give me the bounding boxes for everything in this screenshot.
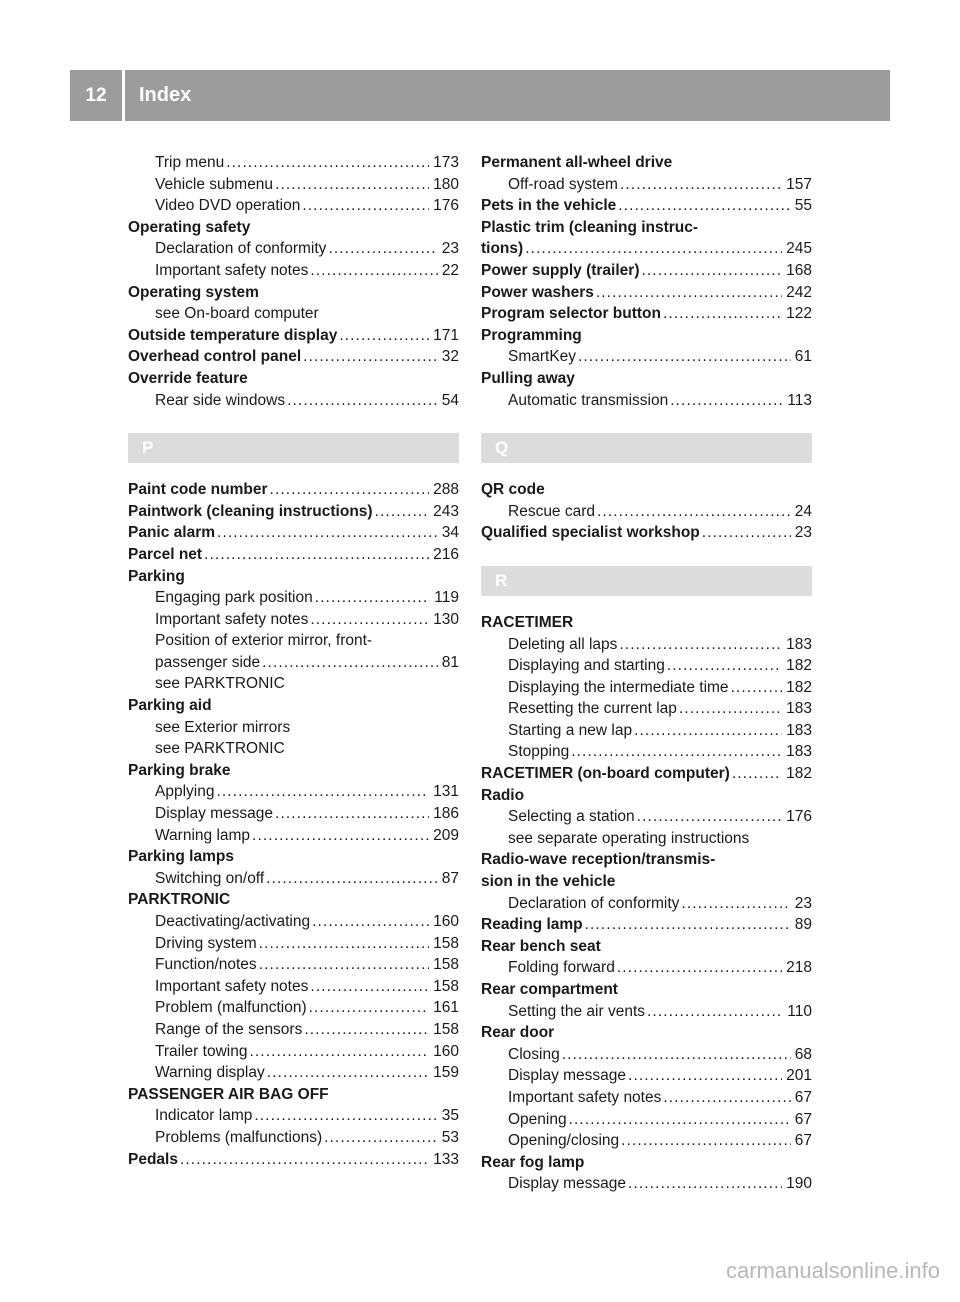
dot-leader	[302, 1019, 429, 1041]
entry-page-number: 110	[787, 1002, 812, 1020]
entry-label: see Exterior mirrors	[155, 718, 291, 736]
entry-label: Declaration of conformity	[155, 240, 327, 258]
entry-label: sion in the vehicle	[481, 873, 616, 891]
entry-page-number: 176	[786, 808, 812, 826]
index-entry	[128, 501, 459, 523]
entry-label: Paintwork (cleaning instructions)	[128, 502, 373, 520]
index-subentry	[128, 587, 459, 609]
entry-page-number: 157	[786, 175, 812, 193]
entry-label: Pedals	[128, 1150, 178, 1168]
index-subentry	[128, 238, 459, 260]
entry-label: Parcel net	[128, 545, 203, 563]
entry-page-number: 168	[786, 261, 812, 279]
index-entry	[481, 1022, 812, 1044]
dot-leader	[632, 720, 782, 742]
entry-label: Problem (malfunction)	[155, 999, 307, 1017]
index-subentry	[128, 1041, 459, 1063]
entry-label: Plastic trim (cleaning instruc-	[481, 218, 699, 236]
index-subentry	[481, 1044, 812, 1066]
entry-label: Operating system	[128, 283, 259, 301]
entry-page-number: 182	[786, 765, 812, 783]
entry-label: Overhead control panel	[128, 348, 302, 366]
entry-page-number: 54	[441, 391, 459, 409]
entry-label: Paint code number	[128, 481, 268, 499]
dot-leader	[594, 282, 782, 304]
entry-page-number: 183	[786, 743, 812, 761]
entry-page-number: 67	[794, 1132, 812, 1150]
entry-label: Displaying and starting	[508, 657, 665, 675]
entry-label: Deleting all laps	[508, 635, 618, 653]
index-subentry	[128, 825, 459, 847]
index-subentry	[128, 781, 459, 803]
index-entry	[128, 889, 459, 911]
index-subentry	[481, 1001, 812, 1023]
entry-page-number: 23	[794, 524, 812, 542]
entry-label: Stopping	[508, 743, 570, 761]
index-subentry	[481, 501, 812, 523]
watermark: carmanualsonline.info	[725, 1258, 940, 1283]
entry-label: Display message	[508, 1175, 627, 1193]
entry-page-number: 32	[441, 348, 459, 366]
index-subentry	[481, 1087, 812, 1109]
dot-leader	[523, 238, 782, 260]
dot-leader	[313, 587, 431, 609]
entry-page-number: 161	[433, 999, 459, 1017]
index-entry	[128, 368, 459, 390]
entry-label: Closing	[508, 1045, 560, 1063]
entry-page-number: 209	[433, 826, 459, 844]
index-entry	[481, 979, 812, 1001]
index-entry	[481, 785, 812, 807]
entry-page-number: 216	[433, 545, 459, 563]
index-subentry	[128, 260, 459, 282]
index-subentry	[128, 303, 459, 325]
index-entry	[128, 566, 459, 588]
entry-label: Rear bench seat	[481, 937, 601, 955]
page-header	[70, 70, 890, 121]
entry-label: Warning display	[155, 1064, 265, 1082]
index-entry	[128, 479, 459, 501]
entry-label: Displaying the intermediate time	[508, 678, 729, 696]
entry-label: Pets in the vehicle	[481, 197, 617, 215]
entry-page-number: 113	[787, 391, 812, 409]
entry-label: QR code	[481, 481, 545, 499]
dot-leader	[373, 501, 430, 523]
dot-leader	[307, 997, 430, 1019]
dot-leader	[677, 698, 782, 720]
dot-leader	[224, 152, 429, 174]
entry-page-number: 182	[786, 678, 812, 696]
dot-leader	[268, 479, 430, 501]
index-subentry	[128, 1062, 459, 1084]
entry-label: Selecting a station	[508, 808, 635, 826]
dot-leader	[257, 933, 429, 955]
entry-label: Rear side windows	[155, 391, 286, 409]
entry-page-number: 68	[794, 1045, 812, 1063]
entry-page-number: 23	[794, 894, 812, 912]
entry-label: Qualified specialist workshop	[481, 524, 700, 542]
index-entry	[481, 1152, 812, 1174]
entry-page-number: 160	[433, 913, 459, 930]
entry-label: Applying	[155, 783, 215, 801]
dot-leader	[308, 976, 429, 998]
index-subentry	[481, 634, 812, 656]
index-entry	[481, 195, 812, 217]
entry-page-number: 34	[441, 524, 459, 542]
entry-label: Power supply (trailer)	[481, 261, 640, 279]
entry-label: RACETIMER	[481, 613, 574, 631]
entry-page-number: 159	[433, 1064, 459, 1082]
index-subentry	[128, 652, 459, 674]
entry-label: Setting the air vents	[508, 1002, 645, 1020]
index-subentry	[128, 803, 459, 825]
entry-label: tions)	[481, 240, 524, 258]
dot-leader	[322, 1127, 438, 1149]
index-subentry	[128, 195, 459, 217]
entry-label: passenger side	[155, 653, 261, 671]
entry-page-number: 186	[433, 805, 459, 823]
entry-page-number: 176	[433, 197, 459, 215]
dot-leader	[250, 825, 429, 847]
entry-label: Important safety notes	[508, 1088, 662, 1106]
index-letter-heading: P	[128, 433, 459, 463]
entry-label: Parking aid	[128, 697, 212, 715]
entry-page-number: 61	[794, 348, 812, 366]
entry-label: Folding forward	[508, 959, 615, 977]
index-subentry	[128, 933, 459, 955]
index-entry	[128, 846, 459, 868]
entry-label: Important safety notes	[155, 977, 309, 995]
dot-leader	[661, 303, 782, 325]
dot-leader	[616, 195, 791, 217]
index-subentry	[128, 609, 459, 631]
index-subentry	[481, 677, 812, 699]
entry-page-number: 133	[433, 1150, 459, 1168]
index-subentry	[128, 976, 459, 998]
entry-label: Program selector button	[481, 305, 661, 323]
entry-page-number: 182	[786, 657, 812, 675]
dot-leader	[308, 609, 429, 631]
entry-label: Resetting the current lap	[508, 700, 677, 718]
dot-leader	[273, 174, 429, 196]
entry-page-number: 55	[794, 197, 812, 215]
dot-leader	[729, 677, 783, 699]
index-subentry	[481, 1130, 812, 1152]
index-entry	[128, 760, 459, 782]
dot-leader	[560, 1044, 791, 1066]
entry-label: Rear door	[481, 1024, 555, 1042]
index-column-right	[481, 152, 812, 1195]
entry-label: Automatic transmission	[508, 391, 669, 409]
index-subentry	[128, 997, 459, 1019]
dot-leader	[730, 763, 782, 785]
dot-leader	[700, 522, 791, 544]
entry-label: Override feature	[128, 369, 248, 387]
entry-label: Outside temperature display	[128, 326, 338, 344]
entry-label: Rear fog lamp	[481, 1153, 585, 1171]
entry-label: RACETIMER (on-board computer)	[481, 765, 730, 783]
entry-label: Rear compartment	[481, 981, 618, 998]
index-entry	[128, 544, 459, 566]
dot-leader	[301, 346, 438, 368]
dot-leader	[273, 803, 429, 825]
entry-label: Reading lamp	[481, 916, 583, 934]
index-entry	[481, 914, 812, 936]
entry-label: Indicator lamp	[155, 1107, 253, 1125]
dot-leader	[300, 195, 429, 217]
entry-label: Trailer towing	[155, 1042, 248, 1060]
index-subentry	[128, 1127, 459, 1149]
entry-label: PASSENGER AIR BAG OFF	[128, 1085, 329, 1103]
entry-label: Power washers	[481, 283, 594, 301]
dot-leader	[257, 954, 429, 976]
index-subentry	[128, 390, 459, 412]
index-subentry	[128, 717, 459, 739]
index-subentry	[481, 174, 812, 196]
dot-leader	[215, 522, 438, 544]
entry-label: Display message	[508, 1067, 627, 1085]
entry-label: PARKTRONIC	[128, 891, 231, 909]
entry-label: Driving system	[155, 934, 257, 952]
entry-label: Declaration of conformity	[508, 894, 680, 912]
dot-leader	[310, 911, 429, 933]
dot-leader	[679, 893, 790, 915]
index-entry	[481, 612, 812, 634]
entry-page-number: 183	[786, 700, 812, 718]
entry-label: Deactivating/activating	[155, 913, 311, 930]
dot-leader	[178, 1149, 429, 1171]
index-entry	[481, 871, 812, 893]
index-subentry	[481, 698, 812, 720]
index-subentry	[481, 1109, 812, 1131]
index-subentry	[481, 806, 812, 828]
entry-label: Parking lamps	[128, 848, 234, 866]
entry-page-number: 89	[794, 916, 812, 934]
entry-label: Warning lamp	[155, 826, 251, 844]
entry-label: Programming	[481, 326, 582, 344]
index-entry	[128, 346, 459, 368]
entry-label: Operating safety	[128, 218, 251, 236]
entry-page-number: 130	[433, 610, 459, 628]
dot-leader	[247, 1041, 429, 1063]
dot-leader	[668, 390, 783, 412]
entry-page-number: 22	[441, 261, 459, 279]
entry-label: Range of the sensors	[155, 1020, 303, 1038]
entry-page-number: 131	[433, 783, 459, 801]
index-entry	[481, 936, 812, 958]
index-subentry	[481, 828, 812, 850]
entry-page-number: 158	[433, 977, 459, 995]
entry-page-number: 87	[441, 869, 459, 887]
entry-label: Pulling away	[481, 369, 575, 387]
entry-page-number: 67	[794, 1088, 812, 1106]
section-title: Index	[139, 84, 192, 106]
index-subentry	[128, 868, 459, 890]
dot-leader	[626, 1173, 782, 1195]
index-entry	[481, 152, 812, 174]
index-entry	[128, 217, 459, 239]
entry-label: see PARKTRONIC	[155, 675, 285, 693]
entry-page-number: 173	[433, 154, 459, 171]
index-entry	[128, 325, 459, 347]
dot-leader	[264, 868, 438, 890]
index-entry	[128, 1084, 459, 1106]
entry-label: Important safety notes	[155, 261, 309, 279]
index-subentry	[128, 152, 459, 174]
index-subentry	[481, 655, 812, 677]
entry-label: Display message	[155, 805, 274, 823]
entry-label: Important safety notes	[155, 610, 309, 628]
index-letter-heading: Q	[481, 433, 812, 463]
dot-leader	[576, 346, 791, 368]
entry-page-number: 158	[433, 1020, 459, 1038]
entry-label: see PARKTRONIC	[155, 740, 285, 758]
index-letter-heading: R	[481, 566, 812, 596]
entry-label: Position of exterior mirror, front-	[155, 632, 373, 650]
entry-label: Problems (malfunctions)	[155, 1128, 323, 1146]
entry-page-number: 242	[786, 283, 812, 301]
index-entry	[481, 479, 812, 501]
entry-page-number: 67	[794, 1110, 812, 1128]
entry-page-number: 183	[786, 721, 812, 739]
dot-leader	[260, 652, 438, 674]
dot-leader	[645, 1001, 783, 1023]
entry-label: Off-road system	[508, 175, 618, 193]
dot-leader	[326, 238, 437, 260]
index-subentry	[481, 741, 812, 763]
index-entry	[481, 325, 812, 347]
entry-page-number: 190	[786, 1175, 812, 1193]
dot-leader	[639, 260, 782, 282]
entry-label: Parking	[128, 567, 185, 585]
dot-leader	[265, 1062, 429, 1084]
entry-page-number: 53	[441, 1128, 459, 1146]
entry-label: Permanent all-wheel drive	[481, 154, 673, 171]
entry-label: see On-board computer	[155, 305, 319, 323]
entry-label: SmartKey	[508, 348, 577, 366]
dot-leader	[665, 655, 782, 677]
index-entry	[481, 303, 812, 325]
dot-leader	[635, 806, 782, 828]
entry-page-number: 35	[441, 1107, 459, 1125]
index-entry	[481, 849, 812, 871]
dot-leader	[285, 390, 438, 412]
index-subentry	[481, 346, 812, 368]
entry-label: Engaging park position	[155, 589, 313, 607]
entry-label: Radio	[481, 786, 525, 804]
index-subentry	[481, 720, 812, 742]
index-column-left	[128, 152, 459, 1170]
entry-page-number: 245	[786, 240, 812, 258]
index-subentry	[481, 1173, 812, 1195]
dot-leader	[252, 1105, 437, 1127]
index-subentry	[481, 957, 812, 979]
index-subentry	[128, 673, 459, 695]
dot-leader	[615, 957, 782, 979]
index-entry	[128, 1149, 459, 1171]
index-entry	[128, 695, 459, 717]
entry-label: Vehicle submenu	[155, 175, 274, 193]
dot-leader	[661, 1087, 790, 1109]
index-entry	[481, 368, 812, 390]
entry-label: see separate operating instructions	[508, 829, 750, 847]
entry-page-number: 171	[433, 326, 459, 344]
entry-page-number: 158	[433, 956, 459, 974]
index-entry	[481, 282, 812, 304]
dot-leader	[619, 1130, 791, 1152]
dot-leader	[583, 914, 791, 936]
index-subentry	[128, 630, 459, 652]
index-subentry	[481, 1065, 812, 1087]
entry-page-number: 158	[433, 934, 459, 952]
entry-page-number: 183	[786, 635, 812, 653]
dot-leader	[569, 741, 782, 763]
dot-leader	[202, 544, 429, 566]
entry-label: Video DVD operation	[155, 197, 301, 215]
index-entry	[481, 260, 812, 282]
entry-label: Radio-wave reception/transmis-	[481, 851, 716, 869]
index-subentry	[128, 738, 459, 760]
entry-label: Parking brake	[128, 761, 231, 779]
entry-label: Trip menu	[155, 154, 225, 171]
entry-page-number: 218	[786, 959, 812, 977]
entry-label: Opening/closing	[508, 1132, 620, 1150]
index-subentry	[481, 390, 812, 412]
entry-label: Starting a new lap	[508, 721, 633, 739]
entry-label: Panic alarm	[128, 524, 216, 542]
dot-leader	[308, 260, 437, 282]
entry-page-number: 160	[433, 1042, 459, 1060]
index-entry	[128, 522, 459, 544]
index-subentry	[481, 893, 812, 915]
index-entry	[481, 217, 812, 239]
entry-page-number: 201	[786, 1067, 812, 1085]
dot-leader	[567, 1109, 791, 1131]
index-subentry	[128, 911, 459, 933]
index-entry	[481, 763, 812, 785]
index-subentry	[128, 954, 459, 976]
entry-page-number: 243	[433, 502, 459, 520]
dot-leader	[617, 634, 782, 656]
entry-page-number: 23	[441, 240, 459, 258]
index-subentry	[128, 1019, 459, 1041]
index-entry	[128, 282, 459, 304]
entry-label: Switching on/off	[155, 869, 265, 887]
index-entry	[481, 522, 812, 544]
entry-page-number: 24	[794, 502, 812, 520]
index-subentry	[128, 1105, 459, 1127]
entry-page-number: 119	[434, 589, 459, 607]
index-subentry	[128, 174, 459, 196]
dot-leader	[626, 1065, 782, 1087]
entry-page-number: 81	[441, 653, 459, 671]
page-number: 12	[70, 70, 125, 121]
dot-leader	[595, 501, 791, 523]
entry-page-number: 288	[433, 481, 459, 499]
dot-leader	[618, 174, 782, 196]
entry-label: Rescue card	[508, 502, 596, 520]
entry-label: Opening	[508, 1110, 567, 1128]
dot-leader	[337, 325, 429, 347]
entry-page-number: 180	[433, 175, 459, 193]
index-entry	[481, 238, 812, 260]
entry-label: Function/notes	[155, 956, 257, 974]
dot-leader	[214, 781, 429, 803]
entry-page-number: 122	[786, 305, 812, 323]
